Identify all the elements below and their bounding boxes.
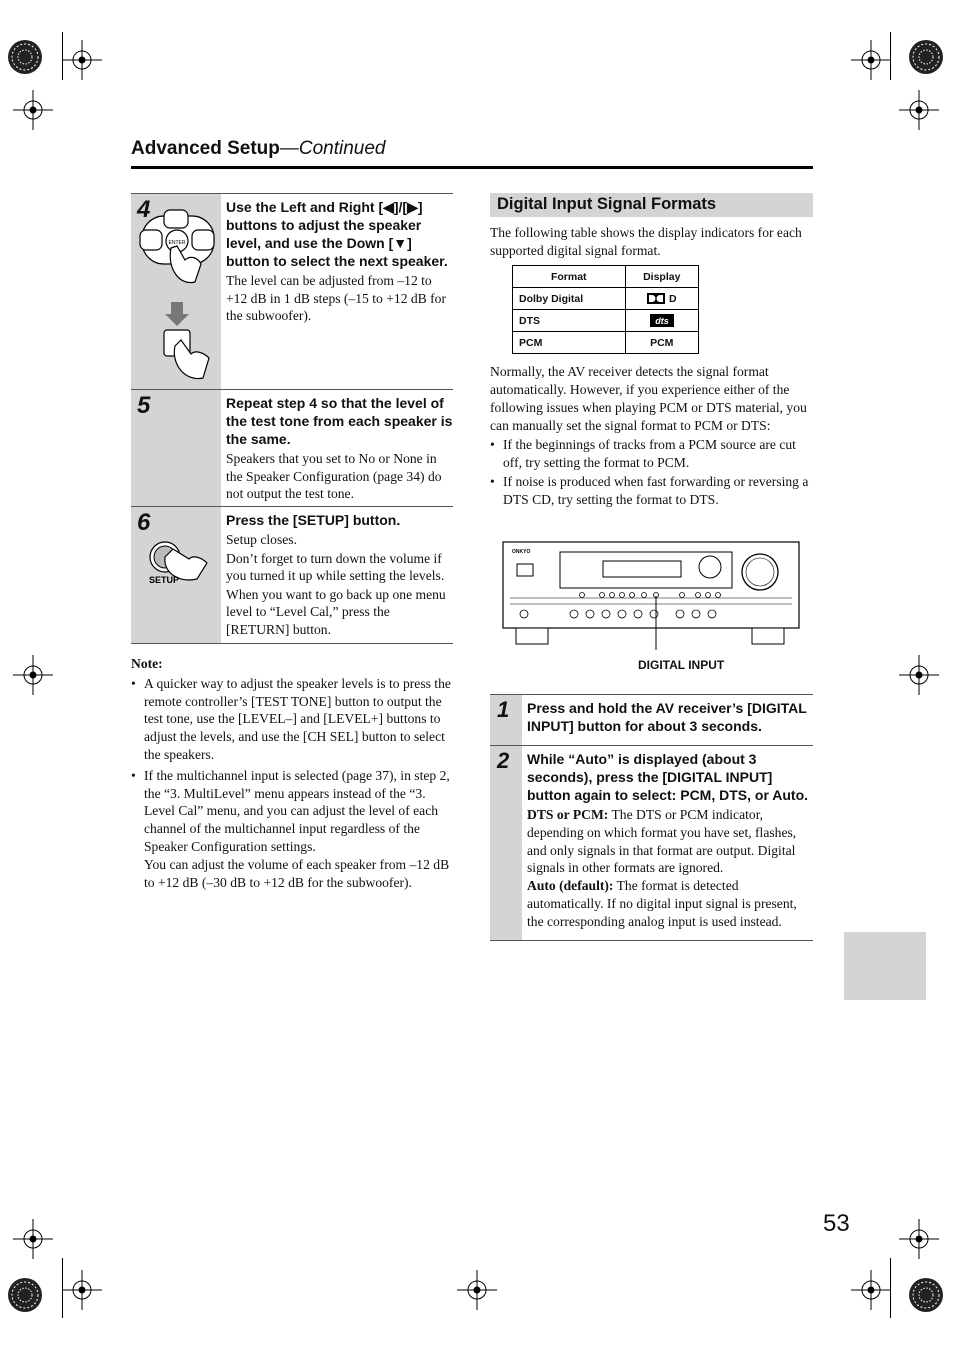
dolby-digital-logo <box>647 293 665 304</box>
detection-text: Normally, the AV receiver detects the signal format automatically. However, if you experience either of the following issues when playing PCM or DTS material, you can manually set the signal format to PCM or DTS: <box>490 364 807 433</box>
step-5 <box>131 389 453 506</box>
table-row <box>513 310 699 332</box>
step-number: 2 <box>497 748 510 773</box>
table-header-format: Format <box>513 266 626 288</box>
page-header-title <box>131 138 386 160</box>
header-title-text: Advanced Setup <box>131 138 280 159</box>
header-rule <box>131 166 813 169</box>
step-text: Don’t forget to turn down the volume if you turned it up while setting the levels. <box>226 550 445 583</box>
detection-item: • If the beginnings of tracks from a PCM source are cut off, try setting the format to PCM. <box>490 436 813 472</box>
registration-target-mark <box>13 655 53 695</box>
step-6 <box>131 506 453 644</box>
step-heading: Press the [SETUP] button. <box>226 512 401 528</box>
registration-target-mark <box>62 1270 102 1310</box>
step-number: 5 <box>137 392 151 419</box>
table-row <box>513 332 699 354</box>
dts-logo-text: dts <box>655 316 669 326</box>
receiver-step-1 <box>490 694 813 745</box>
receiver-brand: ONKYO <box>512 549 531 555</box>
detection-item: • If noise is produced when fast forwarding or reversing a DTS CD, try setting the format to DTS. <box>490 473 813 509</box>
note-extra: You can adjust the volume of each speaker from –12 dB to +12 dB (–30 dB to +12 dB for the subwoofer). <box>144 856 450 890</box>
auto-label: Auto (default): <box>527 878 614 894</box>
table-header-display: Display <box>625 266 698 288</box>
crop-starburst-mark <box>5 37 45 77</box>
dts-pcm-text: The DTS or PCM indicator, depending on which format you have set, flashes, and only signals in that format are output. Digital signals in other formats are ignored. <box>527 807 797 876</box>
registration-target-mark <box>851 40 891 80</box>
table-header-row <box>513 266 699 288</box>
crop-starburst-mark <box>5 1275 45 1315</box>
step-heading: Press and hold the AV receiver’s [DIGITAL INPUT] button for about 3 seconds. <box>527 700 807 734</box>
step-text: Setup closes. <box>226 532 297 547</box>
display-cell: PCM <box>625 332 698 354</box>
dts-logo <box>650 314 674 327</box>
registration-target-mark <box>62 40 102 80</box>
display-cell <box>625 288 698 310</box>
setup-button-label: SETUP <box>149 575 180 585</box>
receiver-step-2 <box>490 745 813 941</box>
registration-target-mark <box>13 1219 53 1259</box>
format-table <box>512 265 699 354</box>
format-cell: Dolby Digital <box>513 288 626 310</box>
table-row <box>513 288 699 310</box>
step-number: 4 <box>137 196 151 223</box>
note-list <box>131 675 453 856</box>
step-gutter <box>490 746 522 940</box>
step-heading: While “Auto” is displayed (about 3 seconds), press the [DIGITAL INPUT] button again to select: PCM, DTS, or Auto. <box>527 751 809 803</box>
page-number: 53 <box>823 1210 850 1237</box>
registration-target-mark <box>899 90 939 130</box>
step-heading: Use the Left and Right [◀]/[▶] buttons to adjust the speaker level, and use the Down [▼] button to select the next speaker. <box>226 199 448 269</box>
registration-target-mark <box>457 1270 497 1310</box>
step-heading: Repeat step 4 so that the level of the test tone from each speaker is the same. <box>226 395 453 447</box>
digital-input-callout: DIGITAL INPUT <box>638 658 725 672</box>
setup-button-illustration <box>145 537 217 585</box>
format-cell: DTS <box>513 310 626 332</box>
dolby-digital-indicator: D <box>668 292 677 305</box>
crop-starburst-mark <box>906 37 946 77</box>
step-number: 1 <box>497 697 510 722</box>
step-number: 6 <box>137 509 151 536</box>
format-cell: PCM <box>513 332 626 354</box>
remote-cursor-buttons-illustration <box>137 208 219 388</box>
note-item: • A quicker way to adjust the speaker levels is to press the remote controller’s [TEST TONE] button to output the test tone, use the [LEVEL–] and [LEVEL+] buttons to adjust the levels, and use the [CH SEL] button to select the speakers. <box>131 675 453 764</box>
side-tab <box>844 932 926 1000</box>
detection-paragraph <box>490 363 813 509</box>
registration-target-mark <box>899 655 939 695</box>
crop-line <box>62 1258 63 1318</box>
crop-line <box>890 32 891 80</box>
enter-button-label: ENTER <box>168 240 186 246</box>
auto-description <box>527 877 813 930</box>
auto-text: The format is detected automatically. If no digital input signal is present, the corresponding analog input is used instead. <box>527 878 797 929</box>
registration-target-mark <box>899 1219 939 1259</box>
registration-target-mark <box>13 90 53 130</box>
crop-starburst-mark <box>906 1275 946 1315</box>
step-text: Speakers that you set to No or None in the Speaker Configuration (page 34) do not output the test tone. <box>226 451 442 501</box>
section-intro: The following table shows the display indicators for each supported digital signal format. <box>490 225 802 258</box>
crop-line <box>62 32 63 80</box>
detection-list <box>490 436 813 509</box>
step-4 <box>131 193 453 389</box>
note-title: Note: <box>131 656 163 671</box>
section-title: Digital Input Signal Formats <box>497 195 717 213</box>
dts-pcm-label: DTS or PCM: <box>527 807 609 822</box>
av-receiver-illustration <box>502 540 800 650</box>
crop-line <box>890 1258 891 1318</box>
registration-target-mark <box>851 1270 891 1310</box>
note-block <box>131 655 453 891</box>
step-text: The level can be adjusted from –12 to +12 dB in 1 dB steps (–15 to +12 dB for the subwoofer). <box>226 273 446 323</box>
display-cell <box>625 310 698 332</box>
header-continued-text: —Continued <box>279 138 386 159</box>
dts-pcm-description <box>527 806 813 877</box>
step-text: When you want to go back up one menu level to “Level Cal,” press the [RETURN] button. <box>226 586 446 637</box>
note-item: • If the multichannel input is selected (page 37), in step 2, the “3. MultiLevel” menu appears instead of the “3. Level Cal” menu, and you can adjust the level of each channel of the multichannel input regardless of the Speaker Configuration settings. <box>131 767 453 856</box>
